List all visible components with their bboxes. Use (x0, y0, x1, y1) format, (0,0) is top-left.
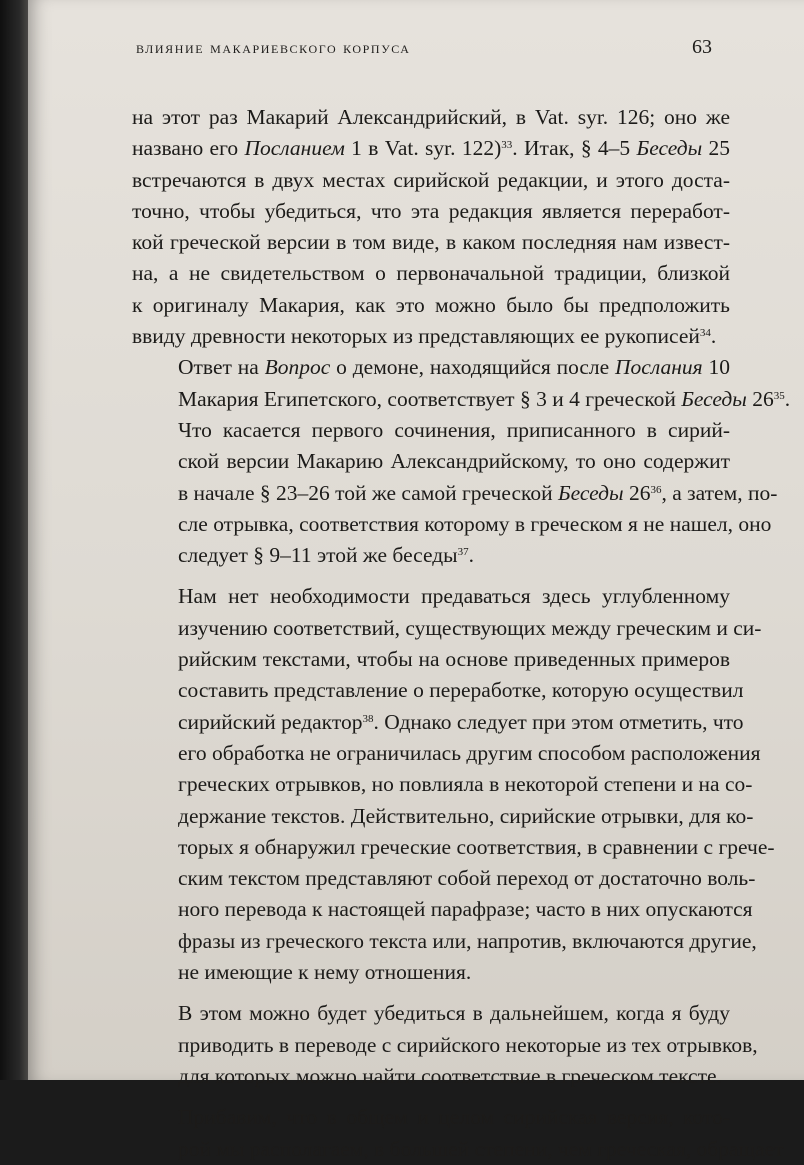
text-run: изучению соответствий, существующих между греческим и си- (178, 615, 762, 640)
text-line (132, 894, 753, 925)
paragraph-6 (132, 1102, 784, 1165)
text-run: составить представление о переработке, которую осуществил (178, 678, 744, 703)
text-line (132, 801, 754, 832)
text-run: 26 (746, 386, 774, 411)
text-line (132, 613, 762, 644)
body-text (132, 102, 791, 1165)
text-line (132, 415, 730, 446)
text-line (132, 384, 791, 415)
paragraph-4 (132, 581, 775, 988)
running-head-title: влияние макариевского корпуса (136, 38, 411, 57)
text-run: . Однако следует при этом отметить, что (373, 709, 744, 734)
text-run: греческих отрывков, но повлияла в некоторой степени и на со- (178, 772, 753, 797)
text-run: не имеющие к нему отношения. (178, 960, 472, 985)
text-run: Нам нет необходимости предаваться здесь углубленному (178, 584, 730, 609)
text-line (132, 258, 730, 289)
text-run: Что касается первого сочинения, приписанного в сирий- (178, 417, 730, 442)
footnote-marker: 35 (773, 389, 785, 402)
footnote-marker: 34 (699, 327, 711, 340)
text-line (132, 769, 753, 800)
footnote-marker: 37 (457, 546, 469, 559)
text-run: . (784, 386, 791, 411)
text-run: Ответ на (178, 355, 265, 380)
text-run: сле отрывка, соответствия которому в греческом я не нашел, оно (178, 511, 772, 536)
text-line (132, 998, 730, 1029)
italic-title: Посланием (244, 136, 345, 161)
text-run: . (710, 324, 717, 349)
text-line (132, 102, 730, 133)
text-run: . (468, 543, 474, 568)
text-run: приводить в переводе с сирийского некоторые из тех отрывков, (178, 1032, 758, 1057)
text-line (132, 133, 730, 164)
text-run: точно, чтобы убедиться, что эта редакция является переработ- (132, 198, 730, 223)
footnote-marker: 36 (650, 483, 662, 496)
text-run: кой греческой версии в том виде, в каком последняя нам извест- (132, 230, 730, 255)
italic-title: Вопрос (264, 355, 331, 380)
text-line (132, 290, 730, 321)
book-gutter (0, 0, 28, 1080)
text-run: ской версии Макарию Александрийскому, то оно содержит (178, 449, 730, 474)
text-line (132, 540, 730, 571)
paragraph-3 (132, 415, 778, 571)
text-run: 26 (623, 480, 651, 505)
text-line (132, 1061, 730, 1092)
text-run: ским текстом представляют собой переход от достаточно воль- (178, 866, 756, 891)
italic-title: Беседы (681, 386, 747, 411)
text-run: . Итак, § 4–5 (512, 136, 637, 161)
text-line (132, 644, 730, 675)
text-run: 25 (702, 136, 730, 161)
text-line (132, 1030, 758, 1061)
text-line (132, 478, 778, 509)
text-run: в начале § 23–26 той же самой греческой (178, 480, 558, 505)
text-line (132, 196, 730, 227)
text-run: встречаются в двух местах сирийской редакции, и этого доста- (132, 167, 730, 192)
text-run: ввиду древности некоторых из представляющих ее рукописей (132, 324, 700, 349)
text-run: Прибавим, что в общем и целом сирийская версия, кото- (178, 1105, 730, 1130)
text-line (132, 832, 775, 863)
text-run: на этот раз Макарий Александрийский, в Vat. syr. 126; оно же (132, 105, 730, 129)
paragraph-2 (132, 352, 791, 415)
text-run: держание текстов. Действительно, сирийские отрывки, для ко- (178, 803, 754, 828)
text-run: рой мы располагаем, в большей степени, чем греческая, обращает (178, 1136, 784, 1161)
text-run: следует § 9–11 этой же беседы (178, 543, 458, 568)
text-run: 1 в Vat. syr. 122) (344, 136, 502, 161)
book-page (28, 0, 804, 1161)
italic-title: Послания (615, 355, 703, 380)
text-run: о демоне, находящийся после (330, 355, 616, 380)
text-run: 10 (702, 355, 730, 380)
text-run: торых я обнаружил греческие соответствия, в сравнении с грече- (178, 834, 775, 859)
text-run: В этом можно будет убедиться в дальнейшем, когда я буду (178, 1001, 730, 1026)
text-line (132, 509, 772, 540)
text-line (132, 352, 730, 383)
text-line (132, 581, 730, 612)
text-line (132, 926, 757, 957)
text-line (132, 446, 730, 477)
text-line (132, 863, 756, 894)
text-line (132, 1134, 784, 1165)
footnote-marker: 38 (362, 712, 374, 725)
text-run: , а затем, по- (661, 480, 778, 505)
text-run: ного перевода к настоящей парафразе; часто в них опускаются (178, 897, 753, 922)
text-run: для которых можно найти соответствие в греческом тексте. (178, 1063, 722, 1088)
text-line (132, 1102, 730, 1133)
text-run: сирийский редактор (178, 709, 363, 734)
text-run: его обработка не ограничилась другим способом расположения (178, 740, 761, 765)
text-line (132, 321, 730, 352)
text-line (132, 707, 744, 738)
paragraph-1 (132, 102, 730, 352)
text-line (132, 165, 730, 196)
text-run: фразы из греческого текста или, напротив, включаются другие, (178, 928, 757, 953)
italic-title: Беседы (636, 136, 703, 161)
text-run: к оригиналу Макария, как это можно было бы предположить (132, 292, 730, 317)
text-run: рийским текстами, чтобы на основе приведенных примеров (178, 647, 730, 672)
text-line (132, 957, 730, 988)
text-line (132, 227, 730, 258)
page-number: 63 (692, 36, 712, 58)
text-run: на, а не свидетельством о первоначальной традиции, близкой (132, 261, 730, 286)
text-run: Макария Египетского, соответствует § 3 и 4 греческой (178, 386, 682, 411)
text-line (132, 738, 761, 769)
text-run: названо его (132, 136, 245, 161)
text-line (132, 675, 744, 706)
footnote-marker: 33 (501, 139, 513, 152)
italic-title: Беседы (557, 480, 624, 505)
paragraph-5 (132, 998, 758, 1092)
